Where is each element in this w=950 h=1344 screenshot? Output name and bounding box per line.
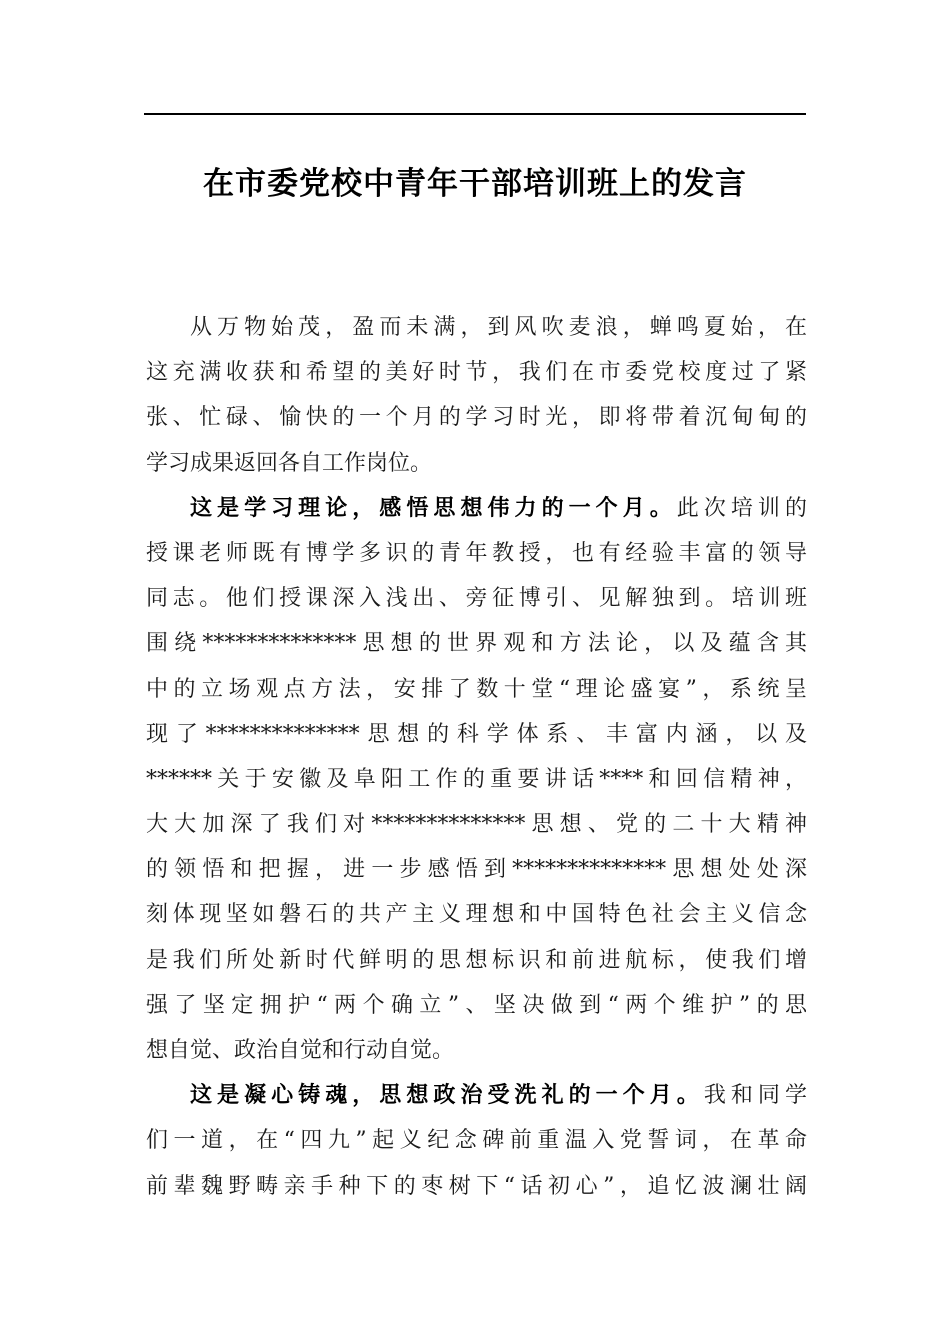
document-body [146,305,807,1209]
paragraph-heading-line [146,486,807,531]
paragraph-line: 现了**************思想的科学体系、丰富内涵，以及 [146,721,807,747]
paragraph-line: 这充满收获和希望的美好时节，我们在市委党校度过了紧 [146,360,807,386]
paragraph-line: 同志。他们授课深入浅出、旁征博引、见解独到。培训班 [146,586,807,612]
paragraph-line: 中的立场观点方法，安排了数十堂“理论盛宴”，系统呈 [146,676,807,702]
paragraph-line: 前辈魏野畴亲手种下的枣树下“话初心”，追忆波澜壮阔 [146,1173,807,1199]
document-title: 在市委党校中青年干部培训班上的发言 [203,166,747,202]
paragraph-text: 此次培训的 [676,495,807,521]
paragraph-line: 从万物始茂，盈而未满，到风吹麦浪，蝉鸣夏始，在 [190,315,807,340]
paragraph-line: 大大加深了我们对**************思想、党的二十大精神 [146,812,807,838]
paragraph-heading-line [146,1073,807,1118]
header-rule [144,113,806,115]
paragraph-line: 强了坚定拥护“两个确立”、坚决做到“两个维护”的思 [146,992,807,1018]
paragraph-line: 想自觉、政治自觉和行动自觉。 [146,1038,455,1063]
paragraph-line: 是我们所处新时代鲜明的思想标识和前进航标，使我们增 [146,947,807,973]
paragraph-line: 刻体现坚如磐石的共产主义理想和中国特色社会主义信念 [146,902,807,928]
paragraph-line: ******关于安徽及阜阳工作的重要讲话****和回信精神， [146,766,807,792]
paragraph-line: 张、忙碌、愉快的一个月的学习时光，即将带着沉甸甸的 [146,405,807,431]
paragraph-line: 围绕**************思想的世界观和方法论，以及蕴含其 [146,631,807,657]
paragraph-heading: 这是学习理论，感悟思想伟力的一个月。 [190,495,677,521]
paragraph-line: 们一道，在“四九”起义纪念碑前重温入党誓词，在革命 [146,1128,807,1154]
paragraph-heading: 这是凝心铸魂，思想政治受洗礼的一个月。 [190,1083,704,1109]
paragraph-text: 我和同学 [703,1083,807,1109]
paragraph-line: 授课老师既有博学多识的青年教授，也有经验丰富的领导 [146,540,807,566]
paragraph-line: 学习成果返回各自工作岗位。 [146,450,433,476]
paragraph-line: 的领悟和把握，进一步感悟到**************思想处处深 [146,857,807,883]
